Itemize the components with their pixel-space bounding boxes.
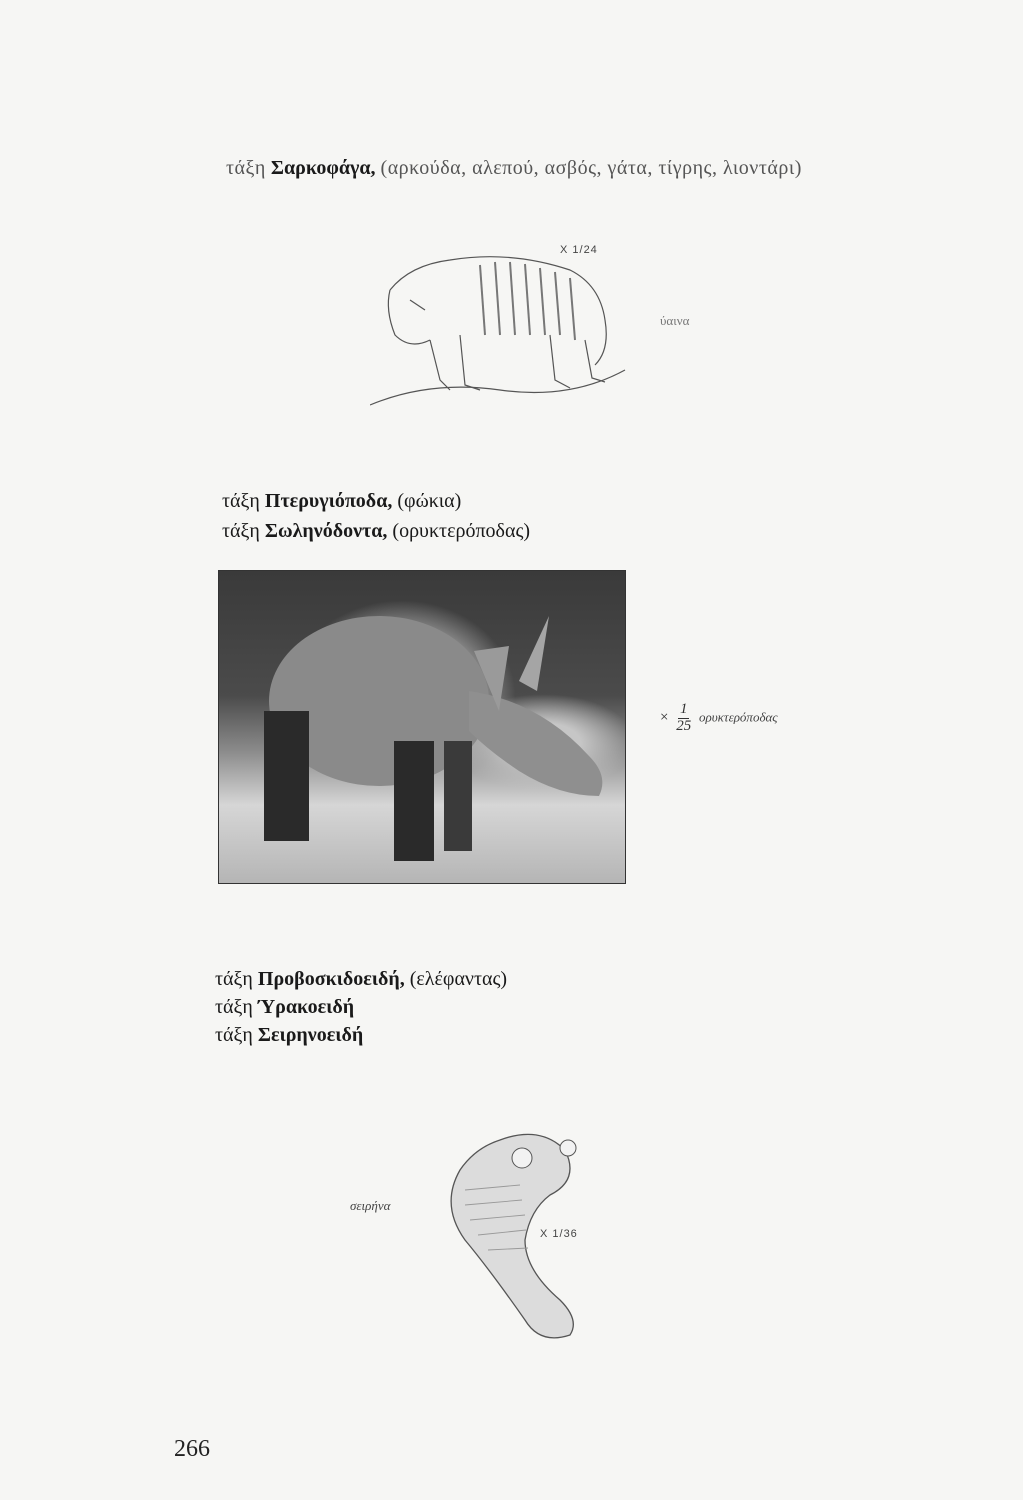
scale-times: × bbox=[660, 709, 669, 726]
order-sirenia-line bbox=[215, 1024, 363, 1047]
order-examples: (αρκούδα, αλεπού, ασβός, γάτα, τίγρης, λιοντάρι) bbox=[380, 157, 802, 179]
order-name: Σειρηνοειδή bbox=[257, 1024, 364, 1046]
order-examples: (ορυκτερόποδας) bbox=[392, 520, 531, 542]
aardvark-photo bbox=[218, 570, 626, 884]
siren-label: σειρήνα bbox=[350, 1198, 391, 1213]
order-prefix: τάξη bbox=[226, 157, 266, 179]
scale-numerator: 1 bbox=[679, 701, 688, 717]
order-prefix: τάξη bbox=[215, 968, 253, 990]
order-tubulidentata-line bbox=[222, 520, 530, 543]
order-name: Προβοσκιδοειδή, bbox=[257, 968, 405, 990]
order-examples: (φώκια) bbox=[397, 490, 462, 512]
hyena-scale: X 1/24 bbox=[560, 244, 598, 256]
order-examples: (ελέφαντας) bbox=[409, 968, 508, 990]
order-prefix: τάξη bbox=[222, 520, 260, 542]
siren-scale: X 1/36 bbox=[540, 1228, 578, 1240]
hyena-illustration bbox=[370, 240, 630, 430]
order-proboscidea-line bbox=[215, 968, 507, 991]
scale-fraction bbox=[676, 702, 691, 735]
order-prefix: τάξη bbox=[215, 996, 253, 1018]
order-name: Ύρακοειδή bbox=[257, 996, 355, 1018]
aardvark-label: ορυκτερόποδας bbox=[698, 709, 778, 725]
order-prefix: τάξη bbox=[215, 1024, 253, 1046]
page-number: 266 bbox=[174, 1436, 210, 1462]
order-hyracoidea-line bbox=[215, 996, 354, 1019]
scale-denominator: 25 bbox=[676, 717, 692, 734]
order-pinnipedia-line bbox=[222, 490, 461, 513]
order-prefix: τάξη bbox=[222, 490, 260, 512]
order-name: Σαρκοφάγα, bbox=[270, 157, 376, 179]
hyena-label: ύαινα bbox=[660, 313, 690, 328]
order-carnivora-line bbox=[226, 157, 802, 180]
order-name: Σωληνόδοντα, bbox=[264, 520, 388, 542]
order-name: Πτερυγιόποδα, bbox=[264, 490, 393, 512]
aardvark-scale-caption bbox=[660, 702, 778, 735]
